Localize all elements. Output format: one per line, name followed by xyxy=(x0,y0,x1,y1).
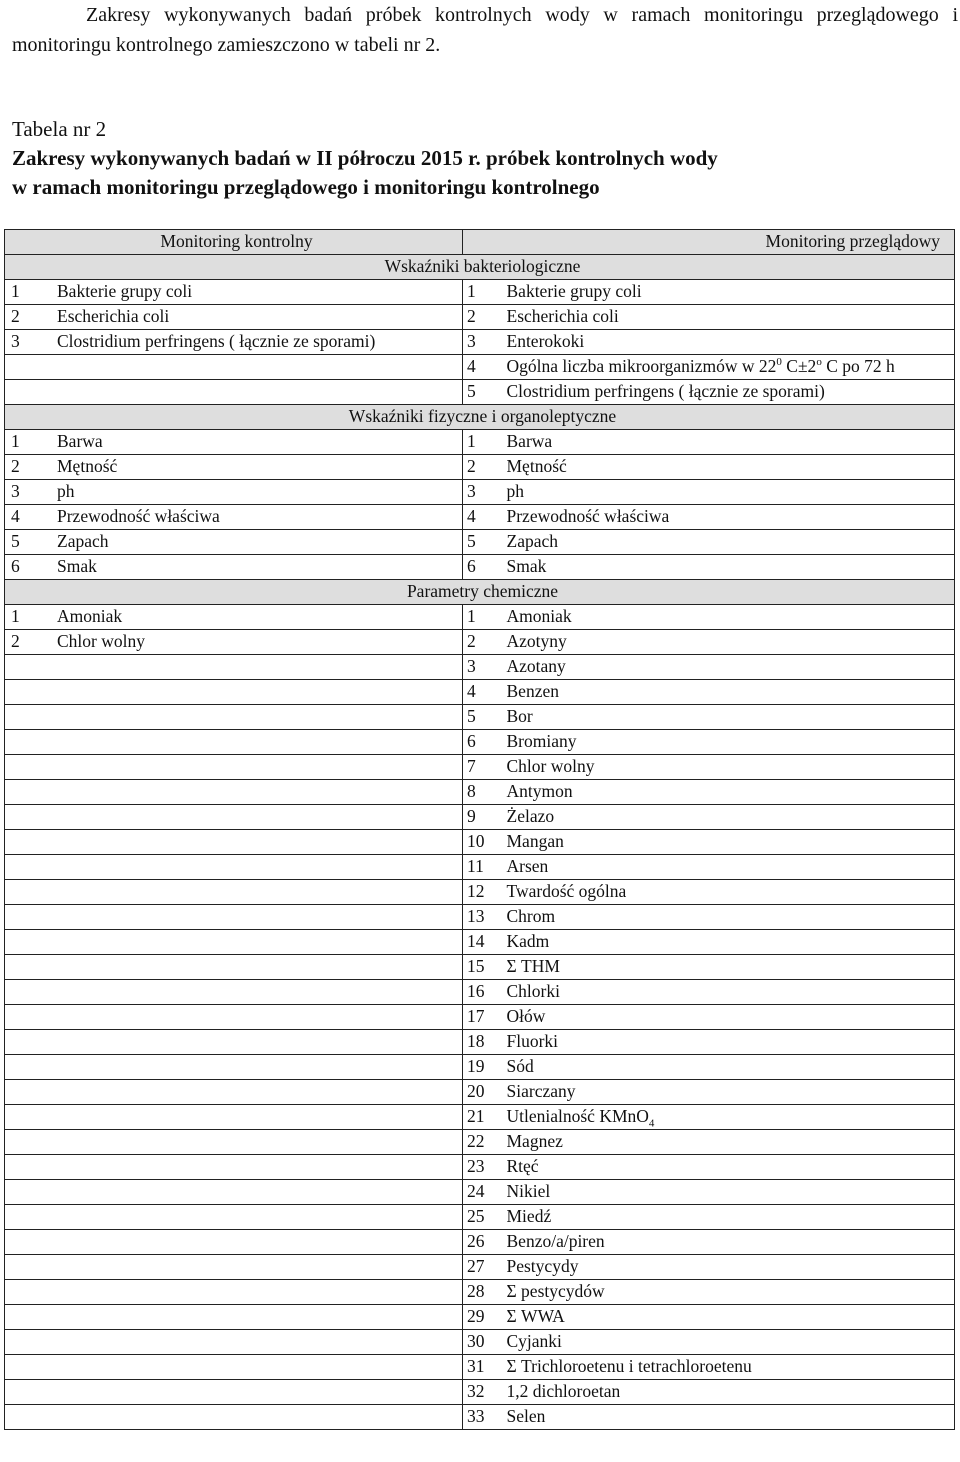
left-cell xyxy=(5,380,463,405)
table-row xyxy=(5,355,955,380)
left-cell xyxy=(5,1080,463,1105)
left-cell xyxy=(5,755,463,780)
left-item-label: Zapach xyxy=(57,531,109,551)
table-row xyxy=(5,480,955,505)
left-item-label: Mętność xyxy=(57,456,118,476)
left-cell xyxy=(5,1105,463,1130)
left-cell xyxy=(5,730,463,755)
left-item-number: 2 xyxy=(11,631,20,651)
table-row xyxy=(5,830,955,855)
right-item-label xyxy=(501,1330,955,1355)
right-item-text: Σ Trichloroetenu i tetrachloroetenu xyxy=(506,1356,752,1376)
left-cell xyxy=(5,1230,463,1255)
table-row xyxy=(5,1155,955,1180)
right-item-number: 6 xyxy=(463,555,501,580)
right-item-number: 3 xyxy=(463,330,501,355)
right-item-number: 26 xyxy=(463,1230,501,1255)
table-row xyxy=(5,980,955,1005)
right-item-number: 24 xyxy=(463,1180,501,1205)
left-cell xyxy=(5,630,463,655)
right-item-label xyxy=(501,705,955,730)
right-item-text: Mętność xyxy=(506,456,567,476)
right-item-text: Żelazo xyxy=(506,806,555,826)
left-cell xyxy=(5,930,463,955)
left-item-label: Escherichia coli xyxy=(57,306,170,326)
right-item-text: Σ WWA xyxy=(506,1306,565,1326)
right-item-number: 10 xyxy=(463,830,501,855)
right-item-text: Sód xyxy=(506,1056,534,1076)
left-item-label: Clostridium perfringens ( łącznie ze sporami) xyxy=(57,331,376,351)
right-item-text: Twardość ogólna xyxy=(506,881,627,901)
right-item-label xyxy=(501,1055,955,1080)
right-item-text: Kadm xyxy=(506,931,550,951)
right-item-text: Azotyny xyxy=(506,631,567,651)
right-item-text: Miedź xyxy=(506,1206,552,1226)
table-row xyxy=(5,730,955,755)
left-cell xyxy=(5,1180,463,1205)
left-item-label: Amoniak xyxy=(57,606,123,626)
right-item-label xyxy=(501,280,955,305)
right-item-text: Siarczany xyxy=(506,1081,576,1101)
right-item-number: 5 xyxy=(463,380,501,405)
right-item-number: 1 xyxy=(463,280,501,305)
right-item-label xyxy=(501,755,955,780)
section-title: Wskaźniki bakteriologiczne xyxy=(5,255,955,280)
left-item-number: 4 xyxy=(11,506,20,526)
left-item-label: Bakterie grupy coli xyxy=(57,281,193,301)
right-item-number: 33 xyxy=(463,1405,501,1430)
table-row xyxy=(5,855,955,880)
right-item-text: Bakterie grupy coli xyxy=(506,281,642,301)
table-row xyxy=(5,680,955,705)
left-cell xyxy=(5,980,463,1005)
table-row xyxy=(5,280,955,305)
table-title-line-1: Zakresy wykonywanych badań w II półroczu 2015 r. próbek kontrolnych wody xyxy=(12,146,718,170)
left-cell xyxy=(5,530,463,555)
left-cell xyxy=(5,555,463,580)
right-item-number: 25 xyxy=(463,1205,501,1230)
table-row xyxy=(5,1305,955,1330)
left-item-number: 3 xyxy=(11,481,20,501)
table-row xyxy=(5,530,955,555)
section-row xyxy=(5,405,955,430)
right-item-text: Benzo/a/piren xyxy=(506,1231,605,1251)
table-row xyxy=(5,505,955,530)
right-item-label xyxy=(501,455,955,480)
table-row xyxy=(5,1105,955,1130)
right-item-text: Fluorki xyxy=(506,1031,559,1051)
section-title: Parametry chemiczne xyxy=(5,580,955,605)
right-item-number: 13 xyxy=(463,905,501,930)
right-item-number: 1 xyxy=(463,430,501,455)
left-cell xyxy=(5,455,463,480)
right-item-label xyxy=(501,680,955,705)
left-cell xyxy=(5,1030,463,1055)
right-item-number: 21 xyxy=(463,1105,501,1130)
right-item-text: Rtęć xyxy=(506,1156,539,1176)
right-item-label xyxy=(501,1205,955,1230)
right-item-label xyxy=(501,855,955,880)
table-title-line-2: w ramach monitoringu przeglądowego i monitoringu kontrolnego xyxy=(12,175,600,199)
left-cell xyxy=(5,1055,463,1080)
right-item-label xyxy=(501,480,955,505)
table-row xyxy=(5,1330,955,1355)
right-item-number: 4 xyxy=(463,355,501,380)
left-cell xyxy=(5,830,463,855)
right-item-number: 11 xyxy=(463,855,501,880)
right-item-number: 3 xyxy=(463,480,501,505)
right-item-label xyxy=(501,555,955,580)
table-row xyxy=(5,1180,955,1205)
right-item-number: 12 xyxy=(463,880,501,905)
left-item-number: 1 xyxy=(11,281,20,301)
right-item-text: Benzen xyxy=(506,681,559,701)
right-item-number: 4 xyxy=(463,680,501,705)
left-cell xyxy=(5,1280,463,1305)
left-cell xyxy=(5,305,463,330)
right-item-number: 20 xyxy=(463,1080,501,1105)
table-row xyxy=(5,1380,955,1405)
right-item-label xyxy=(501,1105,955,1130)
table-row xyxy=(5,1355,955,1380)
left-cell xyxy=(5,1005,463,1030)
right-item-label xyxy=(501,955,955,980)
right-item-text: Escherichia coli xyxy=(506,306,619,326)
table-row xyxy=(5,430,955,455)
right-item-text: 1,2 dichloroetan xyxy=(506,1381,621,1401)
left-cell xyxy=(5,680,463,705)
table-row xyxy=(5,1205,955,1230)
right-item-text: Przewodność właściwa xyxy=(506,506,670,526)
right-item-label xyxy=(501,1305,955,1330)
right-item-text: Azotany xyxy=(506,656,566,676)
header-monitoring-przegladowy: Monitoring przeglądowy xyxy=(463,230,955,255)
right-item-number: 5 xyxy=(463,705,501,730)
right-item-text: Chlor wolny xyxy=(506,756,595,776)
right-item-label xyxy=(501,1355,955,1380)
right-item-label xyxy=(501,780,955,805)
right-item-text: ph xyxy=(506,481,524,501)
right-item-label xyxy=(501,1155,955,1180)
left-item-number: 2 xyxy=(11,306,20,326)
intro-paragraph: Zakresy wykonywanych badań próbek kontrolnych wody w ramach monitoringu przeglądowego i monitoringu kontrolnego zamieszczono w tabeli nr 2. xyxy=(12,4,958,56)
right-item-number: 4 xyxy=(463,505,501,530)
left-item-label: ph xyxy=(57,481,75,501)
right-item-label xyxy=(501,1080,955,1105)
right-item-number: 2 xyxy=(463,455,501,480)
table-row xyxy=(5,630,955,655)
right-item-label xyxy=(501,1030,955,1055)
table-row xyxy=(5,605,955,630)
right-item-label xyxy=(501,880,955,905)
left-item-number: 6 xyxy=(11,556,20,576)
right-item-text: Ogólna liczba mikroorganizmów w 22 xyxy=(506,356,777,376)
right-item-text: Magnez xyxy=(506,1131,563,1151)
left-item-number: 1 xyxy=(11,606,20,626)
right-item-number: 15 xyxy=(463,955,501,980)
left-item-label: Smak xyxy=(57,556,97,576)
right-item-text: Enterokoki xyxy=(506,331,585,351)
section-title: Wskaźniki fizyczne i organoleptyczne xyxy=(5,405,955,430)
right-item-text: Utlenialność KMnO xyxy=(506,1106,649,1126)
left-cell xyxy=(5,1255,463,1280)
right-item-number: 14 xyxy=(463,930,501,955)
left-item-number: 1 xyxy=(11,431,20,451)
right-item-number: 9 xyxy=(463,805,501,830)
left-cell xyxy=(5,855,463,880)
right-item-number: 22 xyxy=(463,1130,501,1155)
subscript: 4 xyxy=(648,1117,655,1130)
right-item-text: Barwa xyxy=(506,431,553,451)
right-item-label xyxy=(501,930,955,955)
table-caption xyxy=(12,115,718,202)
right-item-number: 28 xyxy=(463,1280,501,1305)
header-row xyxy=(5,230,955,255)
section-row xyxy=(5,255,955,280)
left-cell xyxy=(5,430,463,455)
table-row xyxy=(5,1405,955,1430)
left-cell xyxy=(5,705,463,730)
right-item-number: 2 xyxy=(463,630,501,655)
right-item-number: 32 xyxy=(463,1380,501,1405)
right-item-number: 3 xyxy=(463,655,501,680)
right-item-label xyxy=(501,380,955,405)
right-item-text: Amoniak xyxy=(506,606,572,626)
left-cell xyxy=(5,655,463,680)
table-row xyxy=(5,780,955,805)
table-row xyxy=(5,1055,955,1080)
table-row xyxy=(5,880,955,905)
right-item-text: Selen xyxy=(506,1406,546,1426)
left-cell xyxy=(5,1205,463,1230)
right-item-label xyxy=(501,1130,955,1155)
right-item-text: Bromiany xyxy=(506,731,577,751)
table-row xyxy=(5,1280,955,1305)
right-item-label xyxy=(501,805,955,830)
left-cell xyxy=(5,355,463,380)
table-row xyxy=(5,380,955,405)
right-item-number: 18 xyxy=(463,1030,501,1055)
right-item-text: Chrom xyxy=(506,906,556,926)
superscript: o xyxy=(816,356,822,369)
right-item-number: 31 xyxy=(463,1355,501,1380)
table-row xyxy=(5,330,955,355)
header-monitoring-kontrolny: Monitoring kontrolny xyxy=(5,230,463,255)
right-item-number: 7 xyxy=(463,755,501,780)
table-row xyxy=(5,930,955,955)
right-item-label xyxy=(501,1230,955,1255)
right-item-label xyxy=(501,530,955,555)
table-row xyxy=(5,1005,955,1030)
scope-table xyxy=(4,229,955,1430)
right-item-text-end: C po 72 h xyxy=(821,356,895,376)
right-item-label xyxy=(501,1255,955,1280)
right-item-text: Nikiel xyxy=(506,1181,551,1201)
left-cell xyxy=(5,505,463,530)
table-row xyxy=(5,905,955,930)
right-item-label xyxy=(501,730,955,755)
right-item-text: Chlorki xyxy=(506,981,560,1001)
table-row xyxy=(5,1255,955,1280)
right-item-label xyxy=(501,830,955,855)
left-cell xyxy=(5,880,463,905)
right-item-text: Cyjanki xyxy=(506,1331,562,1351)
right-item-text: Ołów xyxy=(506,1006,546,1026)
left-cell xyxy=(5,780,463,805)
left-item-number: 2 xyxy=(11,456,20,476)
right-item-number: 27 xyxy=(463,1255,501,1280)
table-row xyxy=(5,755,955,780)
right-item-label xyxy=(501,430,955,455)
right-item-text: Clostridium perfringens ( łącznie ze sporami) xyxy=(506,381,825,401)
left-cell xyxy=(5,1155,463,1180)
superscript: 0 xyxy=(776,356,782,369)
right-item-number: 23 xyxy=(463,1155,501,1180)
left-item-label: Przewodność właściwa xyxy=(57,506,220,526)
right-item-label xyxy=(501,355,955,380)
table-row xyxy=(5,455,955,480)
left-item-number: 5 xyxy=(11,531,20,551)
right-item-number: 1 xyxy=(463,605,501,630)
right-item-text: Σ pestycydów xyxy=(506,1281,605,1301)
right-item-number: 30 xyxy=(463,1330,501,1355)
left-cell xyxy=(5,1355,463,1380)
right-item-label xyxy=(501,980,955,1005)
table-row xyxy=(5,1230,955,1255)
table-row xyxy=(5,805,955,830)
table-number: Tabela nr 2 xyxy=(12,117,107,141)
table-row xyxy=(5,705,955,730)
left-cell xyxy=(5,1405,463,1430)
right-item-number: 19 xyxy=(463,1055,501,1080)
left-cell xyxy=(5,1305,463,1330)
left-cell xyxy=(5,805,463,830)
left-cell xyxy=(5,280,463,305)
left-cell xyxy=(5,905,463,930)
right-item-text: Bor xyxy=(506,706,533,726)
right-item-label xyxy=(501,1405,955,1430)
table-row xyxy=(5,1030,955,1055)
right-item-number: 6 xyxy=(463,730,501,755)
table-row xyxy=(5,1080,955,1105)
right-item-text: Arsen xyxy=(506,856,549,876)
right-item-number: 5 xyxy=(463,530,501,555)
right-item-label xyxy=(501,630,955,655)
left-cell xyxy=(5,1330,463,1355)
table-row xyxy=(5,1130,955,1155)
right-item-text: Pestycydy xyxy=(506,1256,579,1276)
right-item-number: 29 xyxy=(463,1305,501,1330)
table-row xyxy=(5,555,955,580)
right-item-label xyxy=(501,330,955,355)
right-item-text: Σ THM xyxy=(506,956,560,976)
left-cell xyxy=(5,605,463,630)
right-item-label xyxy=(501,1005,955,1030)
right-item-label xyxy=(501,1380,955,1405)
right-item-label xyxy=(501,505,955,530)
left-item-label: Chlor wolny xyxy=(57,631,145,651)
right-item-text-mid: C±2 xyxy=(781,356,817,376)
right-item-text: Zapach xyxy=(506,531,558,551)
left-cell xyxy=(5,480,463,505)
right-item-number: 2 xyxy=(463,305,501,330)
right-item-label xyxy=(501,1280,955,1305)
right-item-text: Antymon xyxy=(506,781,573,801)
table-row xyxy=(5,955,955,980)
right-item-label xyxy=(501,1180,955,1205)
right-item-label xyxy=(501,655,955,680)
table-row xyxy=(5,305,955,330)
right-item-label xyxy=(501,905,955,930)
left-cell xyxy=(5,1130,463,1155)
right-item-label xyxy=(501,605,955,630)
right-item-text: Smak xyxy=(506,556,547,576)
right-item-number: 17 xyxy=(463,1005,501,1030)
right-item-number: 8 xyxy=(463,780,501,805)
right-item-label xyxy=(501,305,955,330)
left-item-number: 3 xyxy=(11,331,20,351)
right-item-number: 16 xyxy=(463,980,501,1005)
right-item-text: Mangan xyxy=(506,831,564,851)
section-row xyxy=(5,580,955,605)
table-row xyxy=(5,655,955,680)
left-cell xyxy=(5,1380,463,1405)
left-cell xyxy=(5,955,463,980)
left-item-label: Barwa xyxy=(57,431,103,451)
left-cell xyxy=(5,330,463,355)
